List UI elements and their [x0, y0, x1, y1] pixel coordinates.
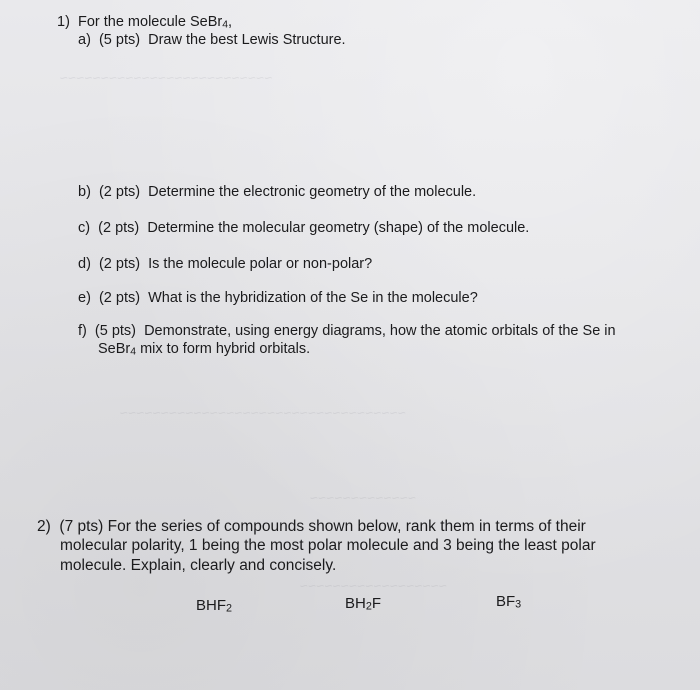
- part-label: b): [78, 184, 91, 200]
- part-c: [78, 219, 529, 237]
- compound-bh2f: $BH_2F$: [345, 595, 382, 613]
- part-text: Demonstrate, using energy diagrams, how the atomic orbitals of the Se in: [144, 323, 616, 339]
- part-points: (5 pts): [98, 32, 141, 48]
- part-points: (2 pts): [98, 256, 141, 272]
- question-2-line-2: molecular polarity, 1 being the most polar molecule and 3 being the least polar: [60, 537, 596, 554]
- question-prompt: For the molecule SeBr$_4$,: [77, 14, 233, 31]
- part-text: Determine the electronic geometry of the molecule.: [148, 184, 477, 200]
- part-label: c): [78, 220, 91, 236]
- part-e: [78, 289, 478, 307]
- question-prompt: (7 pts) For the series of compounds shown below, rank them in terms of their: [59, 518, 586, 535]
- part-b: [78, 183, 476, 201]
- part-label: a): [78, 32, 91, 48]
- question-2-line-1: [37, 517, 586, 537]
- part-text: Draw the best Lewis Structure.: [148, 32, 346, 48]
- part-points: (2 pts): [98, 290, 141, 306]
- reverse-side-bleed: ~~~~~~~~~~~~~: [310, 490, 417, 506]
- question-1-heading: [57, 13, 232, 31]
- reverse-side-bleed: ~~~~~~~~~~~~~~~~~~~~~~~~~~~~~~~~~~~: [120, 405, 407, 421]
- part-label: f): [78, 323, 87, 339]
- part-label: e): [78, 290, 91, 306]
- part-f-continuation: SeBr$_4$ mix to form hybrid orbitals.: [98, 341, 311, 358]
- part-points: (2 pts): [98, 220, 140, 236]
- reverse-side-bleed: ~~~~~~~~~~~~~~~~~~~~~~~~~~: [60, 70, 273, 86]
- part-f: [78, 322, 616, 340]
- part-text: Determine the molecular geometry (shape) of the molecule.: [147, 220, 530, 236]
- reverse-side-bleed: ~~~~~~~~~~~~~~~~~~: [300, 578, 448, 594]
- compound-bf3: $BF_3$: [496, 593, 522, 611]
- question-2-line-3: molecule. Explain, clearly and concisely.: [60, 557, 337, 574]
- question-number: 2): [37, 518, 51, 535]
- part-text: Is the molecule polar or non-polar?: [148, 256, 373, 272]
- part-d: [78, 255, 372, 273]
- part-points: (5 pts): [94, 323, 137, 339]
- compound-bhf2: $BHF_2$: [196, 597, 233, 615]
- part-label: d): [78, 256, 91, 272]
- part-points: (2 pts): [98, 184, 141, 200]
- part-a: [78, 31, 346, 49]
- question-number: 1): [57, 14, 70, 30]
- part-text: What is the hybridization of the Se in the molecule?: [148, 290, 478, 306]
